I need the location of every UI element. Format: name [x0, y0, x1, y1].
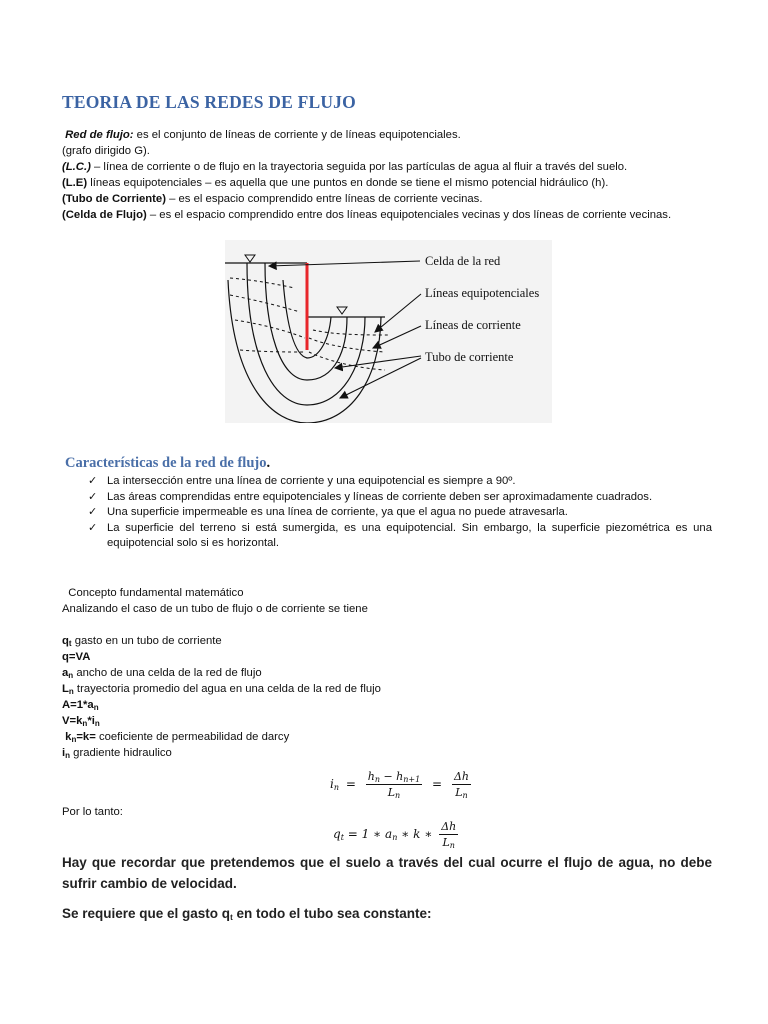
arrow-equipotenciales: [375, 294, 421, 332]
def-a: $A=1*a_n$: [62, 699, 99, 712]
fraction-delta-h: $\frac{\Delta h}{L_n}$: [453, 770, 469, 800]
def-an: $a_n$ ancho de una celda de la red de flujo: [62, 667, 262, 680]
definition-le: (L.E) líneas equipotenciales – es aquella que une puntos en donde se tiene el mismo potencial hidráulico (h).: [62, 177, 609, 189]
list-item: ✓ Una superficie impermeable es una línea de corriente, ya que el agua no puede atravesarla.: [88, 505, 712, 521]
therefore-label: Por lo tanto:: [62, 806, 123, 818]
formula-flow-rate: $q_t = 1$ ∗ $a_n$ ∗ k ∗ $\frac{\Delta h}{L_n}$: [333, 820, 457, 850]
definition-tubo: (Tubo de Corriente) – es el espacio comprendido entre líneas de corriente vecinas.: [62, 193, 483, 205]
label-celda: Celda de la red: [425, 254, 501, 268]
label-equipotenciales: Líneas equipotenciales: [425, 286, 540, 300]
concept-intro: Analizando el caso de un tubo de flujo o de corriente se tiene: [62, 603, 368, 615]
definitions-block: [62, 127, 671, 223]
list-item: ✓ Las áreas comprendidas entre equipotenciales y líneas de corriente deben ser aproximadamente cuadrados.: [88, 490, 712, 506]
def-ln: $L_n$ trayectoria promedio del agua en una celda de la red de flujo: [62, 683, 381, 696]
constant-flow-note: Se requiere que el gasto $q_t$ en todo el tubo sea constante:: [62, 906, 432, 922]
fraction-head-difference: $\frac{h_n - h_{n+1}}{L_n}$: [367, 770, 421, 800]
checkmark-icon: ✓: [88, 506, 98, 518]
equipotential-lines: [230, 278, 390, 370]
def-v: $V=k_n*i_n$: [62, 715, 100, 728]
checkmark-icon: ✓: [88, 490, 98, 503]
checkmark-icon: ✓: [88, 521, 98, 534]
water-level-triangle-upstream: [245, 255, 255, 262]
checkmark-icon: ✓: [88, 475, 98, 487]
label-tubo: Tubo de corriente: [425, 350, 514, 364]
definition-celda: (Celda de Flujo) – es el espacio comprendido entre dos líneas equipotenciales vecinas y dos líneas de corriente vecinas.: [62, 209, 672, 221]
label-lineas-corriente: Líneas de corriente: [425, 318, 521, 332]
flow-net-diagram: [225, 240, 552, 423]
arrow-tubo-2: [340, 358, 421, 398]
fraction-delta-h-ln: $\frac{\Delta h}{L_n}$: [441, 820, 457, 850]
def-k: $k_n=k=$ coeficiente de permeabilidad de darcy: [65, 731, 290, 744]
def-q: q=VA: [62, 651, 91, 663]
definition-lc: (L.C.) – línea de corriente o de flujo en la trayectoria seguida por las partículas de agua al fluir a través del suelo.: [62, 161, 628, 173]
def-in: $i_n$ gradiente hidraulico: [62, 747, 172, 760]
arrow-tubo-1: [335, 356, 421, 368]
section-title: Características de la red de flujo.: [65, 455, 271, 471]
concept-block: [62, 585, 381, 761]
definition-red-de-flujo: Red de flujo: es el conjunto de líneas de corriente y de líneas equipotenciales.: [65, 129, 461, 141]
water-level-triangle-downstream: [337, 307, 347, 314]
flow-line-4: [228, 280, 381, 423]
characteristics-list: [88, 474, 712, 552]
definition-grafo: (grafo dirigido G).: [62, 145, 150, 157]
flow-net-figure: [225, 240, 552, 423]
formula-gradient: $i_n$ = $\frac{h_n - h_{n+1}}{L_n}$ = $\frac{\Delta h}{L_n}$: [330, 770, 469, 800]
list-item: ✓ La intersección entre una línea de corriente y una equipotencial es siempre a 90º.: [88, 474, 712, 490]
velocity-note: Hay que recordar que pretendemos que el suelo a través del cual ocurre el flujo de agua, no debe sufrir cambio de velocidad.: [62, 855, 712, 891]
concept-heading: Concepto fundamental matemático: [68, 587, 244, 599]
def-qt: $q_t$ gasto en un tubo de corriente: [62, 635, 222, 648]
list-item: ✓ La superficie del terreno si está sumergida, es una equipotencial. Sin embargo, la superficie piezométrica es una equipotencial solo si es horizontal.: [88, 521, 712, 549]
page-title: TEORIA DE LAS REDES DE FLUJO: [62, 92, 356, 112]
